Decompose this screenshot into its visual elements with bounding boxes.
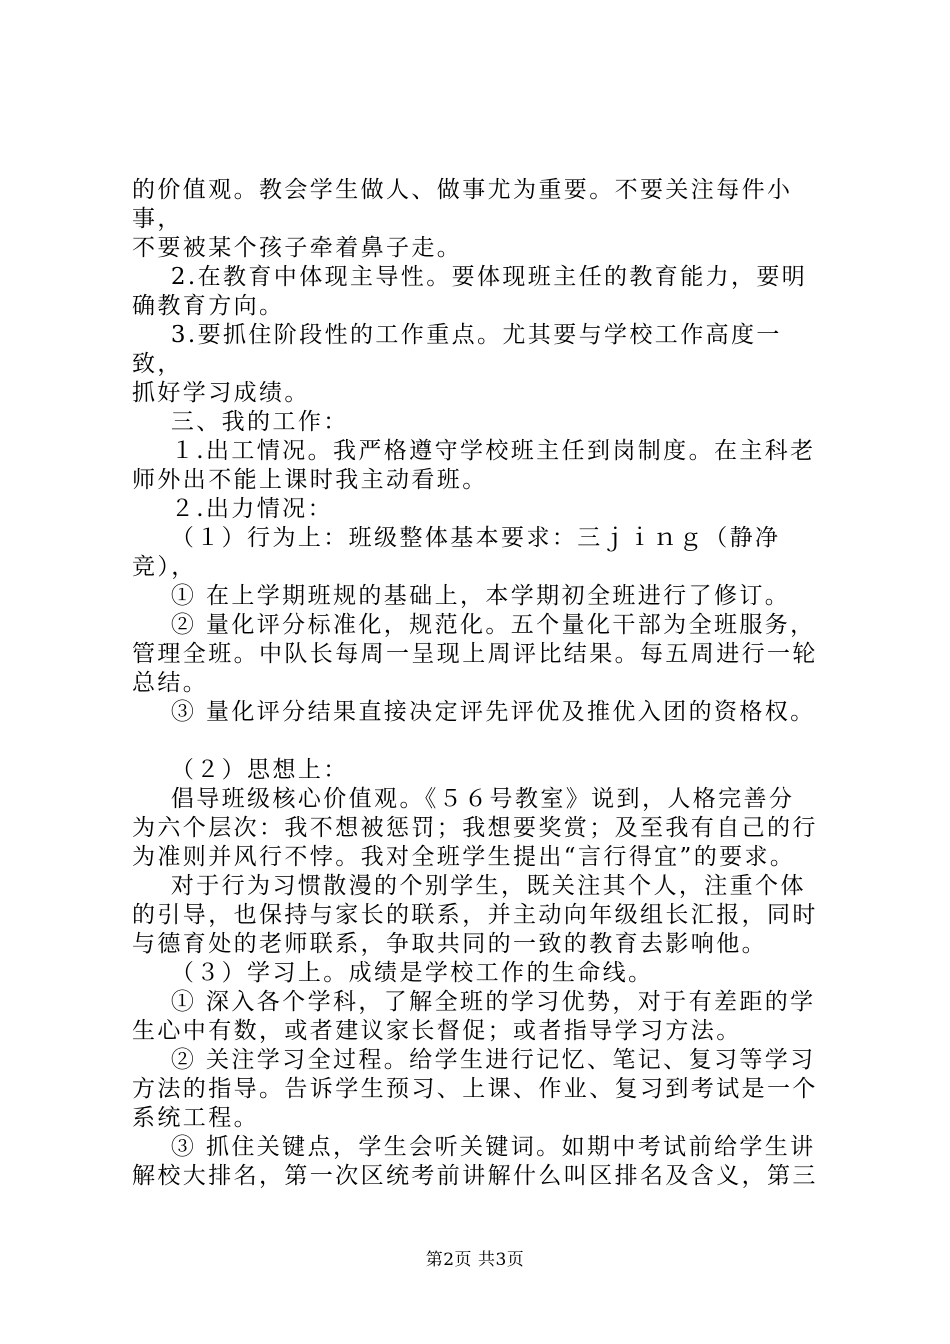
document-body <box>132 176 832 1191</box>
text-line: 师外出不能上课时我主动看班。 <box>132 467 488 493</box>
text-line: 生心中有数，或者建议家长督促；或者指导学习方法。 <box>132 1018 742 1044</box>
text-line: 系统工程。 <box>132 1105 259 1131</box>
text-line: ③ 抓住关键点，学生会听关键词。如期中考试前给学生讲 <box>132 1134 816 1160</box>
text-line: 三、我的工作： <box>132 409 349 435</box>
text-line: 2.在教育中体现主导性。要体现班主任的教育能力，要明 <box>132 264 808 290</box>
text-line: 不要被某个孩子牵着鼻子走。 <box>132 235 463 261</box>
text-line: 为准则并风行不悖。我对全班学生提出“言行得宜”的要求。 <box>132 844 796 870</box>
text-line: 对于行为习惯散漫的个别学生，既关注其个人，注重个体 <box>132 873 806 899</box>
text-line: ② 量化评分标准化，规范化。五个量化干部为全班服务， <box>132 612 816 638</box>
text-line: 竞）， <box>132 554 197 580</box>
text-line: （１）行为上：班级整体基本要求：三ｊｉｎｇ（静净 <box>132 525 781 551</box>
text-line: 抓好学习成绩。 <box>132 380 310 406</box>
text-line: 为六个层次：我不想被惩罚；我想要奖赏；及至我有自己的行 <box>132 815 818 841</box>
text-line: ① 在上学期班规的基础上，本学期初全班进行了修订。 <box>132 583 791 609</box>
text-line: ① 深入各个学科，了解全班的学习优势，对于有差距的学 <box>132 989 816 1015</box>
text-line: 与德育处的老师联系，争取共同的一致的教育去影响他。 <box>132 931 767 957</box>
text-line: 方法的指导。告诉学生预习、上课、作业、复习到考试是一个 <box>132 1076 818 1102</box>
text-line: 解校大排名，第一次区统考前讲解什么叫区排名及含义，第三 <box>132 1163 818 1189</box>
text-line: （３）学习上。成绩是学校工作的生命线。 <box>132 960 654 986</box>
text-line: ２.出力情况： <box>132 496 333 522</box>
page-number-footer: 第2页 共3页 <box>425 1250 525 1270</box>
text-line: 确教育方向。 <box>132 293 285 319</box>
text-line: 的引导，也保持与家长的联系，并主动向年级组长汇报，同时 <box>132 902 818 928</box>
text-line: ② 关注学习全过程。给学生进行记忆、笔记、复习等学习 <box>132 1047 816 1073</box>
text-line: 的价值观。教会学生做人、做事尤为重要。不要关注每件小事， <box>132 177 793 232</box>
text-line: （２）思想上： <box>132 757 349 783</box>
text-line: 总结。 <box>132 670 209 696</box>
text-line: １.出工情况。我严格遵守学校班主任到岗制度。在主科老 <box>132 438 816 464</box>
text-line: 管理全班。中队长每周一呈现上周评比结果。每五周进行一轮 <box>132 641 818 667</box>
text-line: 倡导班级核心价值观。《５６号教室》说到，人格完善分 <box>132 786 795 812</box>
text-line: 3.要抓住阶段性的工作重点。尤其要与学校工作高度一致， <box>132 322 782 377</box>
text-line: ③ 量化评分结果直接决定评先评优及推优入团的资格权。 <box>132 699 816 725</box>
